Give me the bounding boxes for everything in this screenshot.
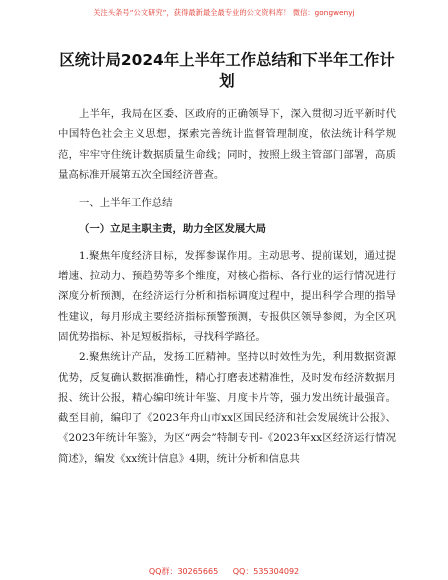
document-body [58,50,396,469]
qq-group-label: QQ群：30265665 [148,567,219,576]
section-heading: 一、上半年工作总结 [79,197,173,210]
top-banner: 关注头条号“公文研究”，获得最新最全最专业的公文资料库！ 微信：gongwenyj [93,8,355,17]
intro-paragraph: 上半年，我局在区委、区政府的正确领导下，深入贯彻习近平新时代中国特色社会主义思想，探索完善统计监督管理制度，依法统计科学规范，牢牢守住统计数据质量生命线；同时，按照上级主管部门部署，高质量高标准开展第五次全国经济普查。 [58,108,396,181]
paragraph-1: 1.聚焦年度经济目标，发挥参谋作用。主动思考、提前谋划，通过提增速、拉动力、预趋势等多个维度，对核心指标、各行业的运行情况进行深度分析预测，在经济运行分析和指标调度过程中，提出科学合理的指导性建议，每月形成主要经济指标预警预测，专报供区领导参阅，为全区巩固优势指标、补足短板指标，寻找科学路径。 [58,249,396,343]
subsection-heading: （一）立足主职主责，助力全区发展大局 [79,223,267,236]
footer-banner [0,566,448,577]
qq-label: QQ：535304092 [232,567,300,576]
paragraph-2: 2.聚焦统计产品，发扬工匠精神。坚持以时效性为先，利用数据资源优势，反复确认数据准确性，精心打磨表述精准性，及时发布经济数据月报、统计公报，精心编印统计年鉴、月度卡片等，强力发出统计最强音。截至目前，编印了《2023年舟山市xx区国民经济和社会发展统计公报》、《2023年统计年鉴》，为区“两会”特制专刊-《2023年xx区经济运行情况简述》，编发《xx统计信息》4期，统计分析和信息共 [58,351,396,465]
document-title: 区统计局2024年上半年工作总结和下半年工作计划 [59,51,395,90]
